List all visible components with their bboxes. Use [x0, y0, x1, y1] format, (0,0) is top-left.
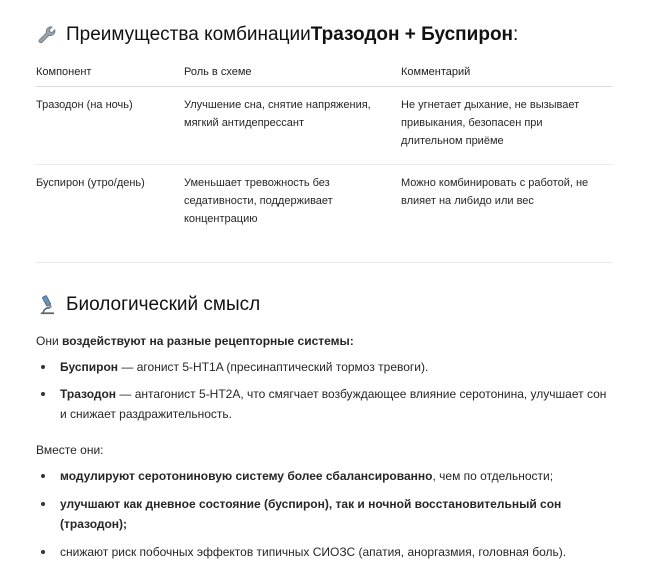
wrench-icon	[36, 24, 58, 46]
bullet	[41, 502, 45, 506]
advantages-title-bold: Тразодон + Буспирон	[310, 24, 514, 45]
together-list	[36, 466, 616, 562]
bio-heading	[36, 294, 260, 316]
table-header-component: Компонент	[36, 58, 184, 87]
table-cell: Можно комбинировать с работой, не влияет на либидо или вес	[401, 177, 589, 207]
list-item-text: , чем по отдельности;	[432, 469, 554, 483]
list-item-text: — антагонист 5-HT2A, что смягчает возбуждающее влияние серотонина, улучшает сон и снижает раздражительность.	[60, 387, 607, 421]
bio-title: Биологический смысл	[66, 294, 261, 315]
list-item-bold: Буспирон	[60, 360, 119, 374]
bullet	[41, 365, 45, 369]
list-item	[36, 466, 616, 486]
microscope-icon	[36, 294, 58, 316]
bullet	[41, 550, 45, 554]
advantages-title-post: :	[513, 24, 519, 45]
table-row	[36, 87, 612, 165]
list-item-bold: улучшают как дневное состояние (буспирон), так и ночной восстановительный сон (тразодон);	[60, 497, 562, 531]
bullet	[41, 392, 45, 396]
table-cell: Улучшение сна, снятие напряжения, мягкий антидепрессант	[184, 87, 401, 165]
table-cell: Буспирон (утро/день)	[36, 177, 145, 189]
bio-intro-bold: воздействуют на разные рецепторные системы:	[62, 334, 354, 348]
together-label: Вместе они:	[36, 443, 104, 457]
bio-intro	[36, 334, 354, 348]
receptor-list	[36, 357, 616, 424]
section-divider	[36, 262, 612, 263]
table-row	[36, 165, 612, 243]
table-cell: Тразодон (на ночь)	[36, 87, 184, 165]
list-item-text: снижают риск побочных эффектов типичных СИОЗС (апатия, аноргазмия, головная боль).	[60, 545, 567, 559]
comparison-table	[36, 58, 612, 242]
list-item	[36, 542, 616, 562]
bio-intro-pre: Они	[36, 334, 62, 348]
list-item	[36, 357, 616, 377]
table-header-comment: Комментарий	[401, 58, 612, 87]
list-item	[36, 494, 616, 534]
advantages-heading	[36, 24, 518, 46]
bullet	[41, 474, 45, 478]
table-header-role: Роль в схеме	[184, 58, 401, 87]
table-header-row	[36, 58, 612, 87]
list-item-text: — агонист 5-HT1A (пресинаптический тормоз тревоги).	[118, 360, 429, 374]
list-item	[36, 384, 616, 424]
list-item-bold: Тразодон	[60, 387, 117, 401]
advantages-title-pre: Преимущества комбинации	[66, 24, 311, 45]
table-cell: Не угнетает дыхание, не вызывает привыкания, безопасен при длительном приёме	[401, 87, 612, 165]
list-item-bold: модулируют серотониновую систему более сбалансированно	[60, 469, 433, 483]
table-cell: Уменьшает тревожность без седативности, поддерживает концентрацию	[184, 177, 333, 225]
